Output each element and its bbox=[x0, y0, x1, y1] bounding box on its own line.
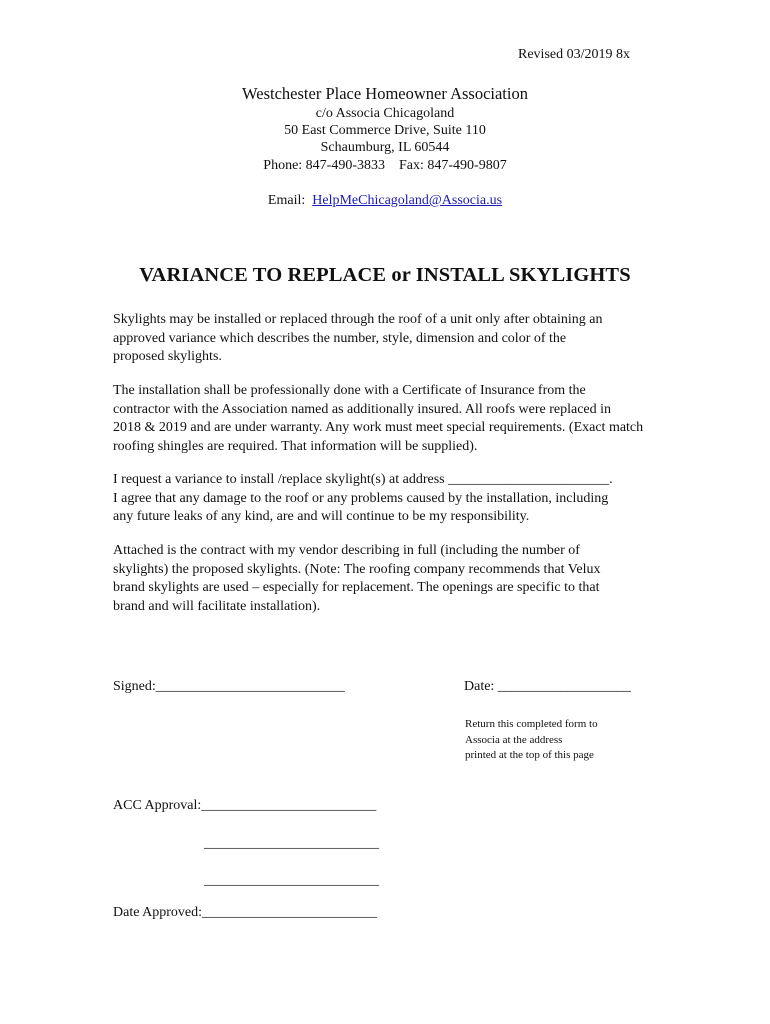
paragraph-line: I agree that any damage to the roof or any problems caused by the installation, including bbox=[113, 490, 609, 506]
acc-approval-line-3[interactable]: _________________________ bbox=[204, 873, 379, 888]
paragraph-line: skylights) the proposed skylights. (Note: The roofing company recommends that Velux bbox=[113, 561, 601, 577]
address-line-phone-fax: Phone: 847-490-3833 Fax: 847-490-9807 bbox=[263, 158, 507, 173]
return-note-line: Return this completed form to bbox=[465, 718, 598, 730]
paragraph-line: 2018 & 2019 and are under warranty. Any work must meet special requirements. (Exact match bbox=[113, 420, 644, 435]
email-line bbox=[0, 193, 770, 209]
organization-name: Westchester Place Homeowner Association bbox=[242, 84, 528, 103]
return-note-line: Associa at the address bbox=[465, 733, 563, 746]
date-approved-field[interactable]: Date Approved:_________________________ bbox=[113, 905, 378, 920]
email-link[interactable]: HelpMeChicagoland@Associa.us bbox=[312, 193, 503, 208]
form-title: VARIANCE TO REPLACE or INSTALL SKYLIGHTS bbox=[139, 264, 631, 286]
address-line-street: 50 East Commerce Drive, Suite 110 bbox=[284, 123, 486, 138]
paragraph-line: brand skylights are used – especially for replacement. The openings are specific to that bbox=[113, 580, 600, 595]
date-field[interactable]: Date: ___________________ bbox=[464, 679, 631, 694]
email-label: Email: bbox=[267, 193, 306, 208]
paragraph-intro bbox=[113, 311, 703, 367]
paragraph-line: The installation shall be professionally done with a Certificate of Insurance from the bbox=[113, 383, 586, 398]
return-instructions bbox=[465, 717, 598, 764]
revision-note: Revised 03/2019 8x bbox=[518, 47, 630, 62]
signed-field[interactable]: Signed:___________________________ bbox=[113, 679, 345, 694]
address-line-care-of: c/o Associa Chicagoland bbox=[315, 106, 455, 121]
paragraph-request bbox=[113, 471, 703, 527]
paragraph-line: brand and will facilitate installation). bbox=[113, 598, 321, 614]
paragraph-line: Attached is the contract with my vendor describing in full (including the number of bbox=[113, 543, 580, 558]
return-note-line: printed at the top of this page bbox=[465, 749, 594, 761]
paragraph-line: roofing shingles are required. That information will be supplied). bbox=[113, 438, 478, 454]
paragraph-line: any future leaks of any kind, are and will continue to be my responsibility. bbox=[113, 509, 530, 524]
acc-approval-field[interactable]: ACC Approval:_________________________ bbox=[113, 798, 377, 813]
acc-approval-line-2[interactable]: _________________________ bbox=[204, 836, 379, 851]
address-line-city: Schaumburg, IL 60544 bbox=[320, 140, 450, 155]
paragraph-line: proposed skylights. bbox=[113, 349, 222, 364]
paragraph-installation bbox=[113, 382, 703, 456]
paragraph-line: approved variance which describes the number, style, dimension and color of the bbox=[113, 330, 567, 346]
paragraph-contract bbox=[113, 542, 703, 616]
paragraph-line: contractor with the Association named as additionally insured. All roofs were replaced in bbox=[113, 401, 612, 417]
paragraph-line: I request a variance to install /replace skylight(s) at address _______________________. bbox=[113, 472, 613, 487]
paragraph-line: Skylights may be installed or replaced through the roof of a unit only after obtaining an bbox=[113, 312, 603, 327]
